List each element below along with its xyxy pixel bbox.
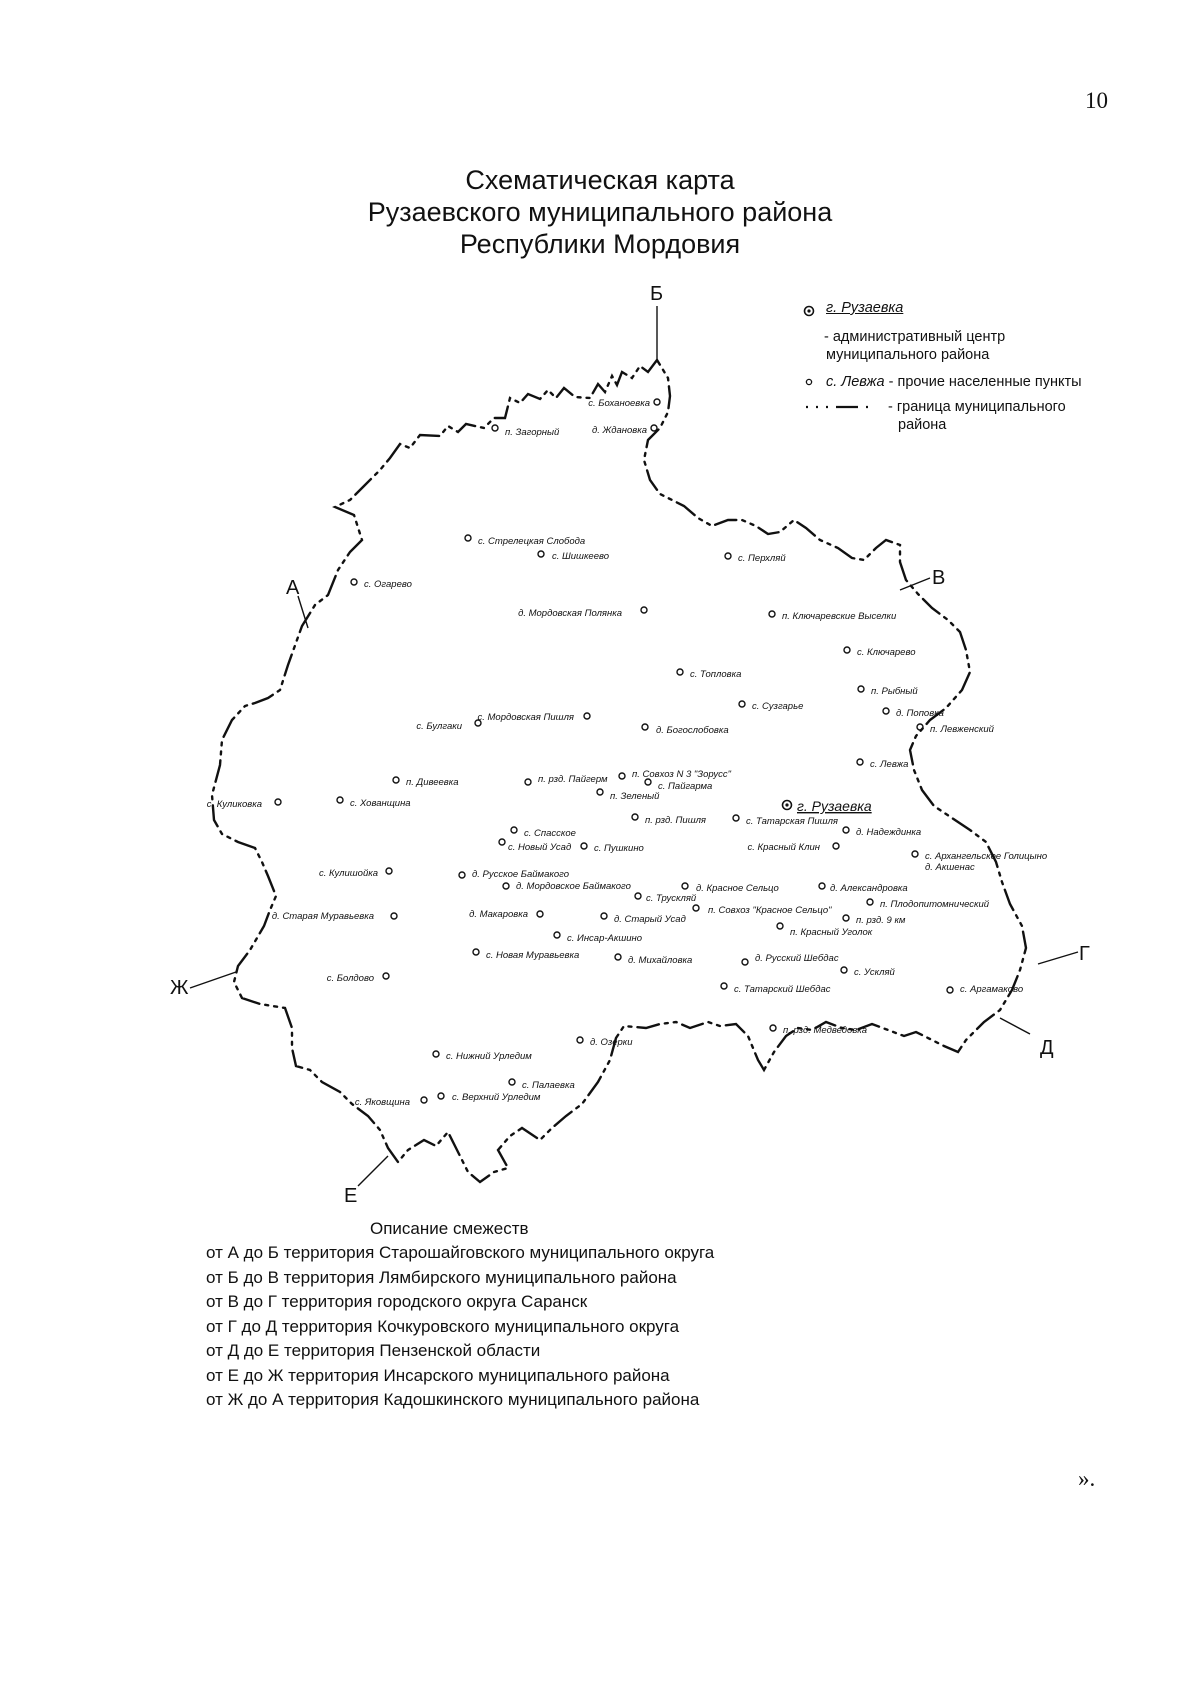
settlement-dot-icon	[651, 425, 657, 431]
adjacency-item: от А до Б территория Старошайговского муниципального округа	[206, 1243, 715, 1262]
settlement	[742, 953, 839, 965]
legend-center-name: г. Рузаевка	[826, 300, 904, 316]
settlement	[518, 607, 647, 619]
settlement-label: п. рзд. 9 км	[856, 915, 906, 926]
settlement-label: п. Загорный	[505, 427, 560, 438]
settlement-label: с. Красный Клин	[747, 842, 820, 853]
settlement-dot-icon	[511, 827, 517, 833]
settlement	[511, 827, 576, 839]
boundary-marker-a: А	[286, 577, 300, 599]
settlement-label: д. Мордовское Баймакого	[516, 881, 631, 892]
boundary-marker-v: В	[932, 567, 946, 589]
settlement	[770, 1025, 867, 1036]
settlement-label: п. Рыбный	[871, 686, 918, 697]
settlement	[841, 967, 896, 978]
settlement	[327, 973, 389, 984]
settlement	[747, 842, 839, 853]
settlement-dot-icon	[857, 759, 863, 765]
settlement	[677, 669, 741, 680]
settlement	[725, 553, 786, 564]
settlement	[499, 839, 571, 853]
legend-settlement-name: с. Левжа	[826, 374, 885, 390]
settlement-dot-icon	[597, 789, 603, 795]
legend-settlement-icon	[806, 379, 811, 384]
adjacency-item: от Ж до А территория Кадошкинского муниципального района	[206, 1390, 700, 1409]
adjacency-list	[206, 1241, 714, 1413]
settlement-label: с. Перхляй	[738, 553, 786, 564]
settlement-label: с. Верхний Урледим	[452, 1092, 541, 1103]
settlement	[477, 712, 590, 723]
legend-settlement-desc: - прочие населенные пункты	[888, 374, 1082, 390]
settlement	[635, 893, 697, 904]
settlement-dot-icon	[499, 839, 505, 845]
legend-settlement	[826, 374, 1082, 390]
settlement-dot-icon	[386, 868, 392, 874]
settlement-dot-icon	[867, 899, 873, 905]
settlement-label: с. Яковщина	[354, 1097, 410, 1108]
settlement	[588, 398, 660, 409]
settlement	[337, 797, 411, 809]
settlement-label: д. Михайловка	[628, 955, 693, 966]
settlement-label: п. рзд. Медведовка	[783, 1025, 868, 1036]
settlement	[632, 814, 706, 826]
settlement	[554, 932, 642, 944]
settlement-dot-icon	[739, 701, 745, 707]
settlement-dot-icon	[577, 1037, 583, 1043]
settlement-label: д. Русский Шебдас	[755, 953, 839, 964]
adjacency-item: от Д до Е территория Пензенской области	[206, 1341, 541, 1360]
settlement-label: д. Красное Сельцо	[696, 883, 779, 894]
settlement-label: с. Левжа	[870, 759, 909, 770]
settlement	[433, 1051, 532, 1062]
settlement	[843, 827, 921, 838]
settlement	[819, 883, 908, 894]
marker-line-e	[358, 1156, 388, 1186]
settlement-dot-icon	[844, 647, 850, 653]
adjacency-item: от Б до В территория Лямбирского муниципального района	[206, 1267, 677, 1287]
settlement-label: с. Булгаки	[416, 721, 462, 732]
settlement-label: п. рзд. Пишля	[645, 815, 707, 826]
settlement	[844, 647, 916, 658]
settlement-dot-icon	[383, 973, 389, 979]
settlement-label: д. Надеждинка	[856, 827, 922, 838]
settlement-label: с. Татарская Пишля	[746, 816, 838, 827]
settlement-label: с. Пушкино	[594, 843, 644, 854]
settlement	[693, 905, 832, 916]
settlement-dot-icon	[632, 814, 638, 820]
settlement-dot-icon	[642, 724, 648, 730]
settlement-dot-icon	[503, 883, 509, 889]
settlement-label: п. Плодопитомнический	[880, 899, 990, 910]
settlement-dot-icon	[777, 923, 783, 929]
settlement-label: с. Архангельское Голицыно	[925, 851, 1048, 862]
boundary-marker-e: Е	[344, 1185, 358, 1207]
marker-line-g	[1038, 952, 1078, 964]
settlement-label: п. Зеленый	[610, 791, 660, 802]
settlement-label: д. Озерки	[590, 1037, 633, 1048]
settlement-dot-icon	[421, 1097, 427, 1103]
settlement-dot-icon	[635, 893, 641, 899]
settlement	[438, 1092, 541, 1103]
settlement-dot-icon	[554, 932, 560, 938]
settlement-dot-icon	[858, 686, 864, 692]
settlement-label: п. Дивеевка	[406, 777, 459, 788]
legend-center	[826, 300, 903, 316]
settlement-dot-icon	[525, 779, 531, 785]
settlement-label: с. Ускляй	[854, 967, 895, 978]
settlement	[581, 843, 644, 854]
settlement-dot-icon	[492, 425, 498, 431]
admin-center	[783, 798, 872, 814]
settlement-label: с. Нижний Урледим	[446, 1051, 532, 1062]
settlement-label: с. Куликовка	[206, 799, 262, 810]
boundary-marker-b: Б	[650, 283, 664, 305]
settlement-label: с. Новая Муравьевка	[486, 950, 580, 961]
settlement-label: д. Александровка	[830, 883, 908, 894]
settlement	[597, 789, 660, 802]
settlement	[769, 611, 897, 622]
settlement-label: с. Ключарево	[857, 647, 916, 658]
settlement	[465, 535, 585, 547]
settlement-label: с. Трускляй	[646, 893, 697, 904]
settlement-label: д. Богослобовка	[656, 725, 729, 736]
settlement-dot-icon	[438, 1093, 444, 1099]
map-title-line-2: Рузаевского муниципального района	[367, 197, 833, 227]
settlement	[577, 1037, 633, 1048]
settlement	[492, 425, 560, 438]
settlement	[538, 551, 609, 562]
settlement	[207, 799, 281, 810]
settlement-dot-icon	[947, 987, 953, 993]
settlement-label: д. Старый Усад	[614, 914, 686, 925]
settlement-label: с. Аргамаково	[960, 984, 1024, 995]
settlement	[721, 983, 831, 995]
boundary-marker-g: Г	[1079, 943, 1090, 965]
settlement-label: д. Старая Муравьевка	[271, 911, 374, 922]
map-title-line-1: Схематическая карта	[465, 165, 735, 195]
legend-border-desc-1: - граница муниципального	[888, 399, 1066, 415]
settlement-dot-icon	[742, 959, 748, 965]
legend-center-icon-dot	[807, 309, 810, 312]
settlement-label: п. Левженский	[930, 724, 994, 735]
settlement-label: с. Сузгарье	[752, 701, 804, 712]
settlement	[601, 913, 686, 925]
settlement	[503, 881, 631, 892]
settlement-label: с. Татарский Шебдас	[734, 984, 831, 995]
settlement-dot-icon	[433, 1051, 439, 1057]
marker-line-zh	[190, 972, 236, 988]
settlement-dot-icon	[459, 872, 465, 878]
settlement-label: п. Совхоз "Красное Сельцо"	[708, 905, 832, 916]
settlement-dot-icon	[615, 954, 621, 960]
settlement-label: д. Русское Баймакого	[472, 869, 569, 880]
settlement	[917, 724, 995, 735]
legend-center-desc-2: муниципального района	[826, 347, 990, 363]
settlement	[393, 777, 459, 788]
settlement	[925, 862, 975, 873]
closing-mark: ».	[1078, 1466, 1096, 1491]
settlement	[469, 909, 543, 920]
settlement-dot-icon	[601, 913, 607, 919]
settlement	[642, 724, 729, 736]
settlement	[843, 915, 906, 926]
settlement-label: с. Мордовская Пишля	[477, 712, 574, 723]
settlement-label: с. Новый Усад	[508, 842, 572, 853]
boundary-marker-lines	[190, 306, 1078, 1186]
settlement-dot-icon	[584, 713, 590, 719]
settlement-label: с. Инсар-Акшино	[567, 933, 643, 944]
settlement-label: с. Боханоевка	[588, 398, 650, 409]
settlement-dot-icon	[682, 883, 688, 889]
settlement	[883, 708, 944, 719]
settlement-label: с. Кулишойка	[318, 868, 378, 879]
settlement	[858, 686, 918, 697]
settlement-dot-icon	[693, 905, 699, 911]
settlement-dot-icon	[391, 913, 397, 919]
settlement-dot-icon	[619, 773, 625, 779]
settlement	[351, 579, 412, 590]
adjacency-item: от В до Г территория городского округа Саранск	[206, 1292, 588, 1311]
settlement-label: д. Макаровка	[469, 909, 528, 920]
settlement	[867, 899, 990, 910]
settlement-label: д. Мордовская Полянка	[518, 608, 622, 619]
settlement-label: с. Спасское	[524, 828, 576, 839]
district-boundary	[212, 360, 1026, 1182]
settlement-dot-icon	[733, 815, 739, 821]
settlement-dot-icon	[654, 399, 660, 405]
settlement	[355, 1097, 427, 1108]
settlement-label: п. рзд. Пайгерм	[538, 774, 608, 785]
settlement-dot-icon	[819, 883, 825, 889]
settlement	[947, 984, 1023, 995]
settlement-dot-icon	[769, 611, 775, 617]
settlement-dot-icon	[917, 724, 923, 730]
settlement	[509, 1079, 575, 1091]
settlement-label: с. Палаевка	[522, 1080, 575, 1091]
settlement-dot-icon	[538, 551, 544, 557]
settlement-dot-icon	[843, 827, 849, 833]
settlement	[739, 701, 803, 712]
settlement-dot-icon	[275, 799, 281, 805]
settlement	[459, 869, 569, 880]
settlement-dot-icon	[641, 607, 647, 613]
settlement	[416, 720, 481, 732]
page-number: 10	[1085, 88, 1108, 113]
admin-center-icon-dot	[785, 803, 788, 806]
settlement-label: п. Совхоз N 3 "Зорусс"	[632, 769, 731, 780]
settlement-label: г. Рузаевка	[797, 798, 872, 814]
adjacency-item: от Г до Д территория Кочкуровского муниципального округа	[206, 1316, 680, 1336]
settlement-dot-icon	[721, 983, 727, 989]
settlement	[319, 868, 392, 879]
settlement-dot-icon	[473, 949, 479, 955]
settlement-label: д. Акшенас	[925, 862, 975, 873]
settlement-dot-icon	[883, 708, 889, 714]
map-title-line-3: Республики Мордовия	[459, 229, 741, 259]
settlement-label: с. Хованщина	[350, 798, 411, 809]
marker-line-v	[900, 578, 930, 590]
boundary-marker-d: Д	[1040, 1037, 1054, 1059]
settlement-dot-icon	[351, 579, 357, 585]
marker-line-d	[1000, 1018, 1030, 1034]
settlement-dot-icon	[537, 911, 543, 917]
settlement-dot-icon	[770, 1025, 776, 1031]
settlement-dot-icon	[465, 535, 471, 541]
settlement-label: д. Ждановка	[591, 425, 647, 436]
adjacency-title: Описание смежеств	[370, 1219, 529, 1238]
settlement-dot-icon	[337, 797, 343, 803]
settlement-label: п. Красный Уголок	[790, 927, 873, 938]
adjacency-item: от Е до Ж территория Инсарского муниципального района	[206, 1365, 670, 1385]
legend-center-desc-1: - административный центр	[824, 329, 1006, 345]
settlement-label: д. Поповка	[896, 708, 944, 719]
settlement	[525, 774, 608, 785]
settlement-label: с. Стрелецкая Слобода	[478, 536, 586, 547]
settlement-label: с. Болдово	[326, 973, 374, 984]
settlement	[682, 883, 779, 894]
settlement-dot-icon	[509, 1079, 515, 1085]
settlement-dot-icon	[677, 669, 683, 675]
settlement-dot-icon	[393, 777, 399, 783]
settlement-dot-icon	[841, 967, 847, 973]
settlement	[615, 954, 692, 966]
settlement	[473, 949, 579, 961]
legend-border-desc-2: района	[898, 417, 947, 433]
settlement-dot-icon	[833, 843, 839, 849]
settlement-label: с. Пайгарма	[658, 781, 713, 792]
settlement	[592, 425, 657, 436]
boundary-marker-zh: Ж	[170, 977, 189, 999]
settlements-layer	[207, 398, 1047, 1108]
settlement-label: п. Ключаревские Выселки	[782, 611, 897, 622]
settlement-dot-icon	[843, 915, 849, 921]
settlement	[857, 759, 908, 770]
settlement-dot-icon	[725, 553, 731, 559]
settlement	[733, 815, 838, 827]
settlement-label: с. Топловка	[690, 669, 742, 680]
settlement-label: с. Огарево	[364, 579, 412, 590]
settlement	[912, 851, 1047, 862]
settlement-label: с. Шишкеево	[552, 551, 610, 562]
settlement-dot-icon	[912, 851, 918, 857]
settlement-dot-icon	[581, 843, 587, 849]
settlement	[272, 911, 397, 922]
settlement	[619, 769, 732, 780]
